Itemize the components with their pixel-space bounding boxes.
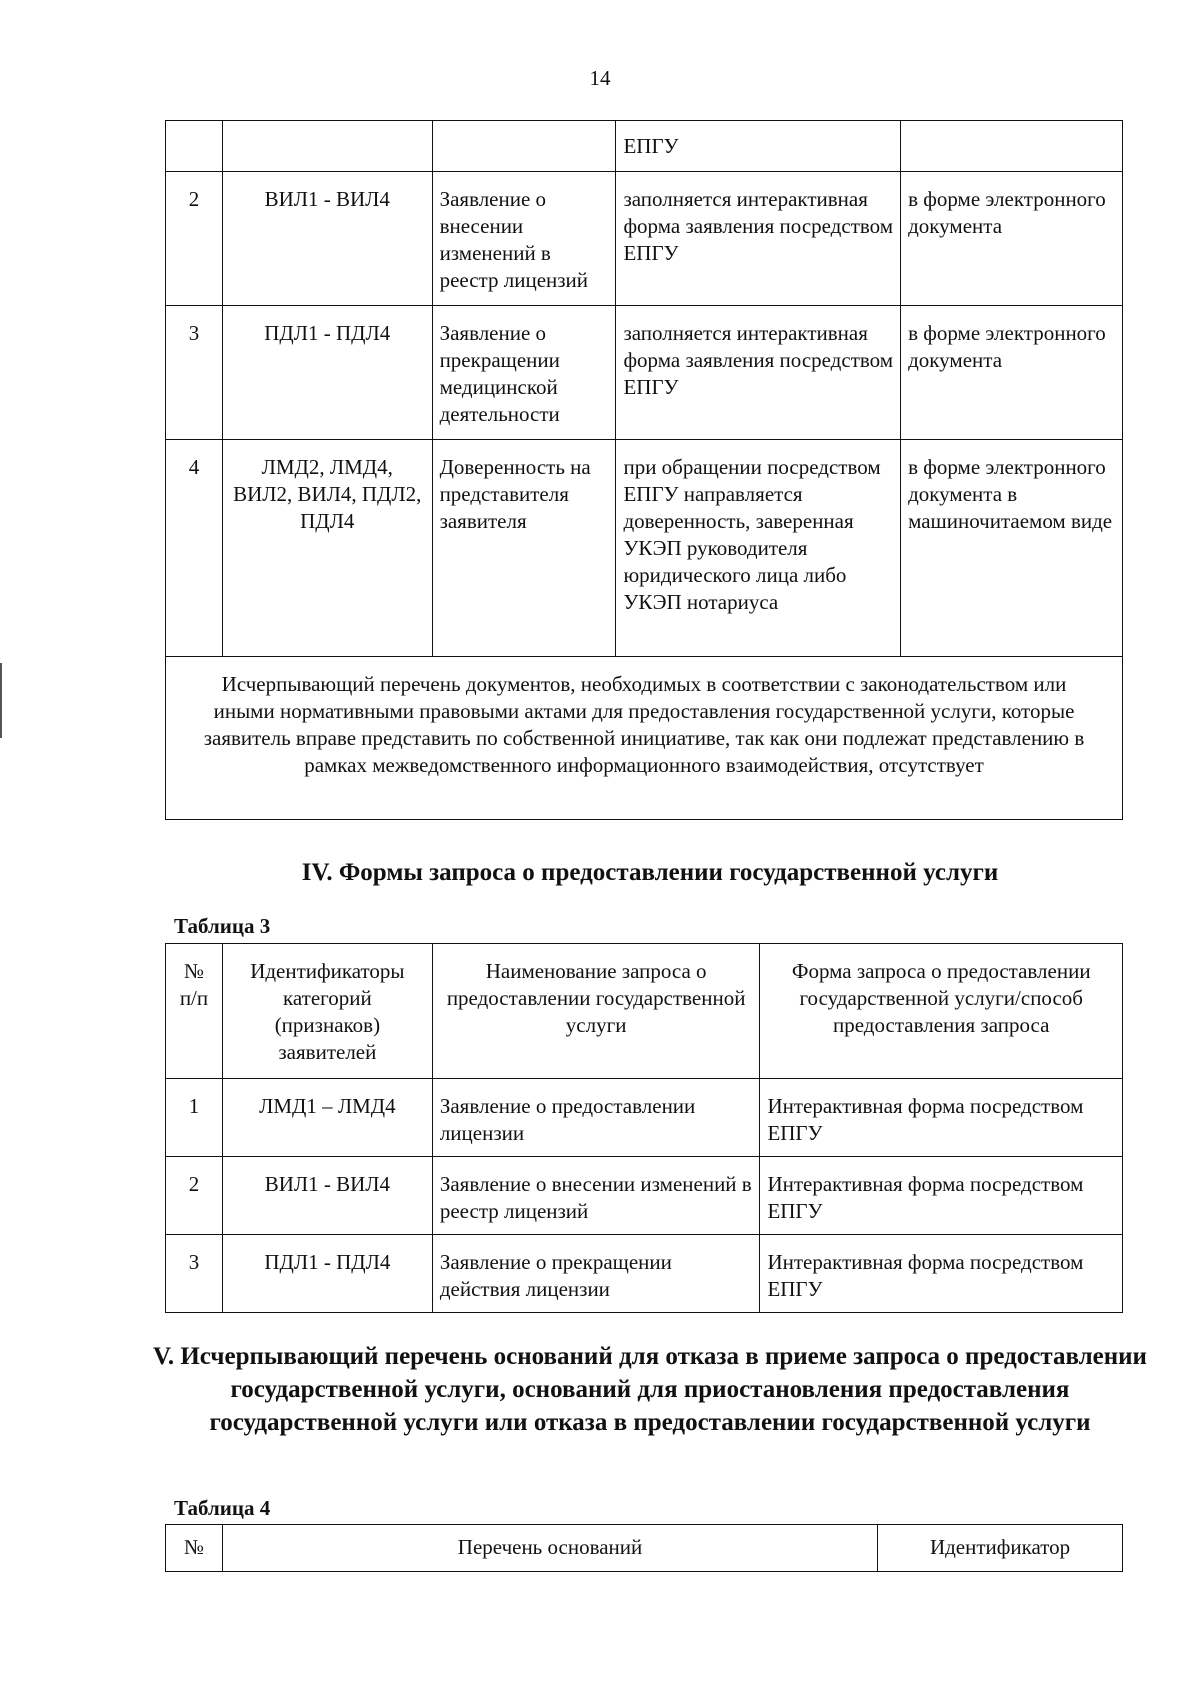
cell-ids: ПДЛ1 - ПДЛ4 — [222, 1235, 432, 1313]
table-row — [166, 172, 1123, 306]
table-row — [166, 657, 1123, 820]
table-header-row — [166, 944, 1123, 1079]
cell-num: 1 — [166, 1079, 223, 1157]
table-row — [166, 306, 1123, 440]
cell-method: заполняется интерактивная форма заявления посредством ЕПГУ — [616, 172, 901, 306]
cell-method: ЕПГУ — [616, 121, 901, 172]
header-form: Форма запроса о предоставлении государственной услуги/способ предоставления запроса — [760, 944, 1123, 1079]
cell-name: Заявление о внесении изменений в реестр лицензий — [432, 1157, 760, 1235]
cell-method: заполняется интерактивная форма заявления посредством ЕПГУ — [616, 306, 901, 440]
scan-margin-mark — [0, 663, 2, 738]
cell-ids — [222, 121, 432, 172]
cell-num: 4 — [166, 440, 223, 657]
cell-num: 3 — [166, 1235, 223, 1313]
cell-method: при обращении посредством ЕПГУ направляется доверенность, заверенная УКЭП руководителя юридического лица либо УКЭП нотариуса — [616, 440, 901, 657]
cell-form: Интерактивная форма посредством ЕПГУ — [760, 1235, 1123, 1313]
header-ids: Идентификаторы категорий (признаков) заявителей — [222, 944, 432, 1079]
request-forms-table — [165, 943, 1123, 1313]
cell-doc: Заявление о прекращении медицинской деятельности — [432, 306, 616, 440]
cell-doc: Заявление о внесении изменений в реестр лицензий — [432, 172, 616, 306]
header-list: Перечень оснований — [222, 1525, 877, 1572]
cell-form: в форме электронного документа — [901, 306, 1123, 440]
cell-ids: ВИЛ1 - ВИЛ4 — [222, 1157, 432, 1235]
refusal-grounds-table — [165, 1524, 1123, 1572]
header-id: Идентификатор — [878, 1525, 1123, 1572]
cell-ids: ЛМД2, ЛМД4, ВИЛ2, ВИЛ4, ПДЛ2, ПДЛ4 — [222, 440, 432, 657]
table-row — [166, 121, 1123, 172]
header-num: № — [166, 1525, 223, 1572]
cell-doc: Доверенность на представителя заявителя — [432, 440, 616, 657]
table-label-3: Таблица 3 — [174, 914, 271, 938]
header-name: Наименование запроса о предоставлении государственной услуги — [432, 944, 760, 1079]
cell-form: в форме электронного документа в машиночитаемом виде — [901, 440, 1123, 657]
cell-name: Заявление о предоставлении лицензии — [432, 1079, 760, 1157]
cell-ids: ВИЛ1 - ВИЛ4 — [222, 172, 432, 306]
cell-num: 2 — [166, 1157, 223, 1235]
page-number: 14 — [589, 66, 611, 90]
cell-form: в форме электронного документа — [901, 172, 1123, 306]
documents-table-continued — [165, 120, 1123, 820]
cell-form: Интерактивная форма посредством ЕПГУ — [760, 1157, 1123, 1235]
cell-ids: ЛМД1 – ЛМД4 — [222, 1079, 432, 1157]
table-row — [166, 1079, 1123, 1157]
footer-note: Исчерпывающий перечень документов, необходимых в соответствии с законодательством или иными нормативными правовыми актами для предоставления государственной услуги, которые заявитель вправе представить по собственной инициативе, так как они подлежат представлению в рамках межведомственного информационного взаимодействия, отсутствует — [166, 657, 1123, 820]
section-heading-iv: IV. Формы запроса о предоставлении государственной услуги — [301, 859, 999, 886]
cell-num — [166, 121, 223, 172]
header-num: № п/п — [166, 944, 223, 1079]
table-row — [166, 440, 1123, 657]
table-label-4: Таблица 4 — [174, 1496, 271, 1520]
cell-doc — [432, 121, 616, 172]
cell-form — [901, 121, 1123, 172]
table-row — [166, 1235, 1123, 1313]
cell-ids: ПДЛ1 - ПДЛ4 — [222, 306, 432, 440]
section-heading-v: V. Исчерпывающий перечень оснований для отказа в приеме запроса о предоставлении государственной услуги, оснований для приостановления предоставления государственной услуги или отказа в предоставлении государственной услуги — [153, 1343, 1147, 1436]
cell-num: 2 — [166, 172, 223, 306]
table-row — [166, 1157, 1123, 1235]
cell-form: Интерактивная форма посредством ЕПГУ — [760, 1079, 1123, 1157]
cell-name: Заявление о прекращении действия лицензии — [432, 1235, 760, 1313]
table-header-row — [166, 1525, 1123, 1572]
cell-num: 3 — [166, 306, 223, 440]
